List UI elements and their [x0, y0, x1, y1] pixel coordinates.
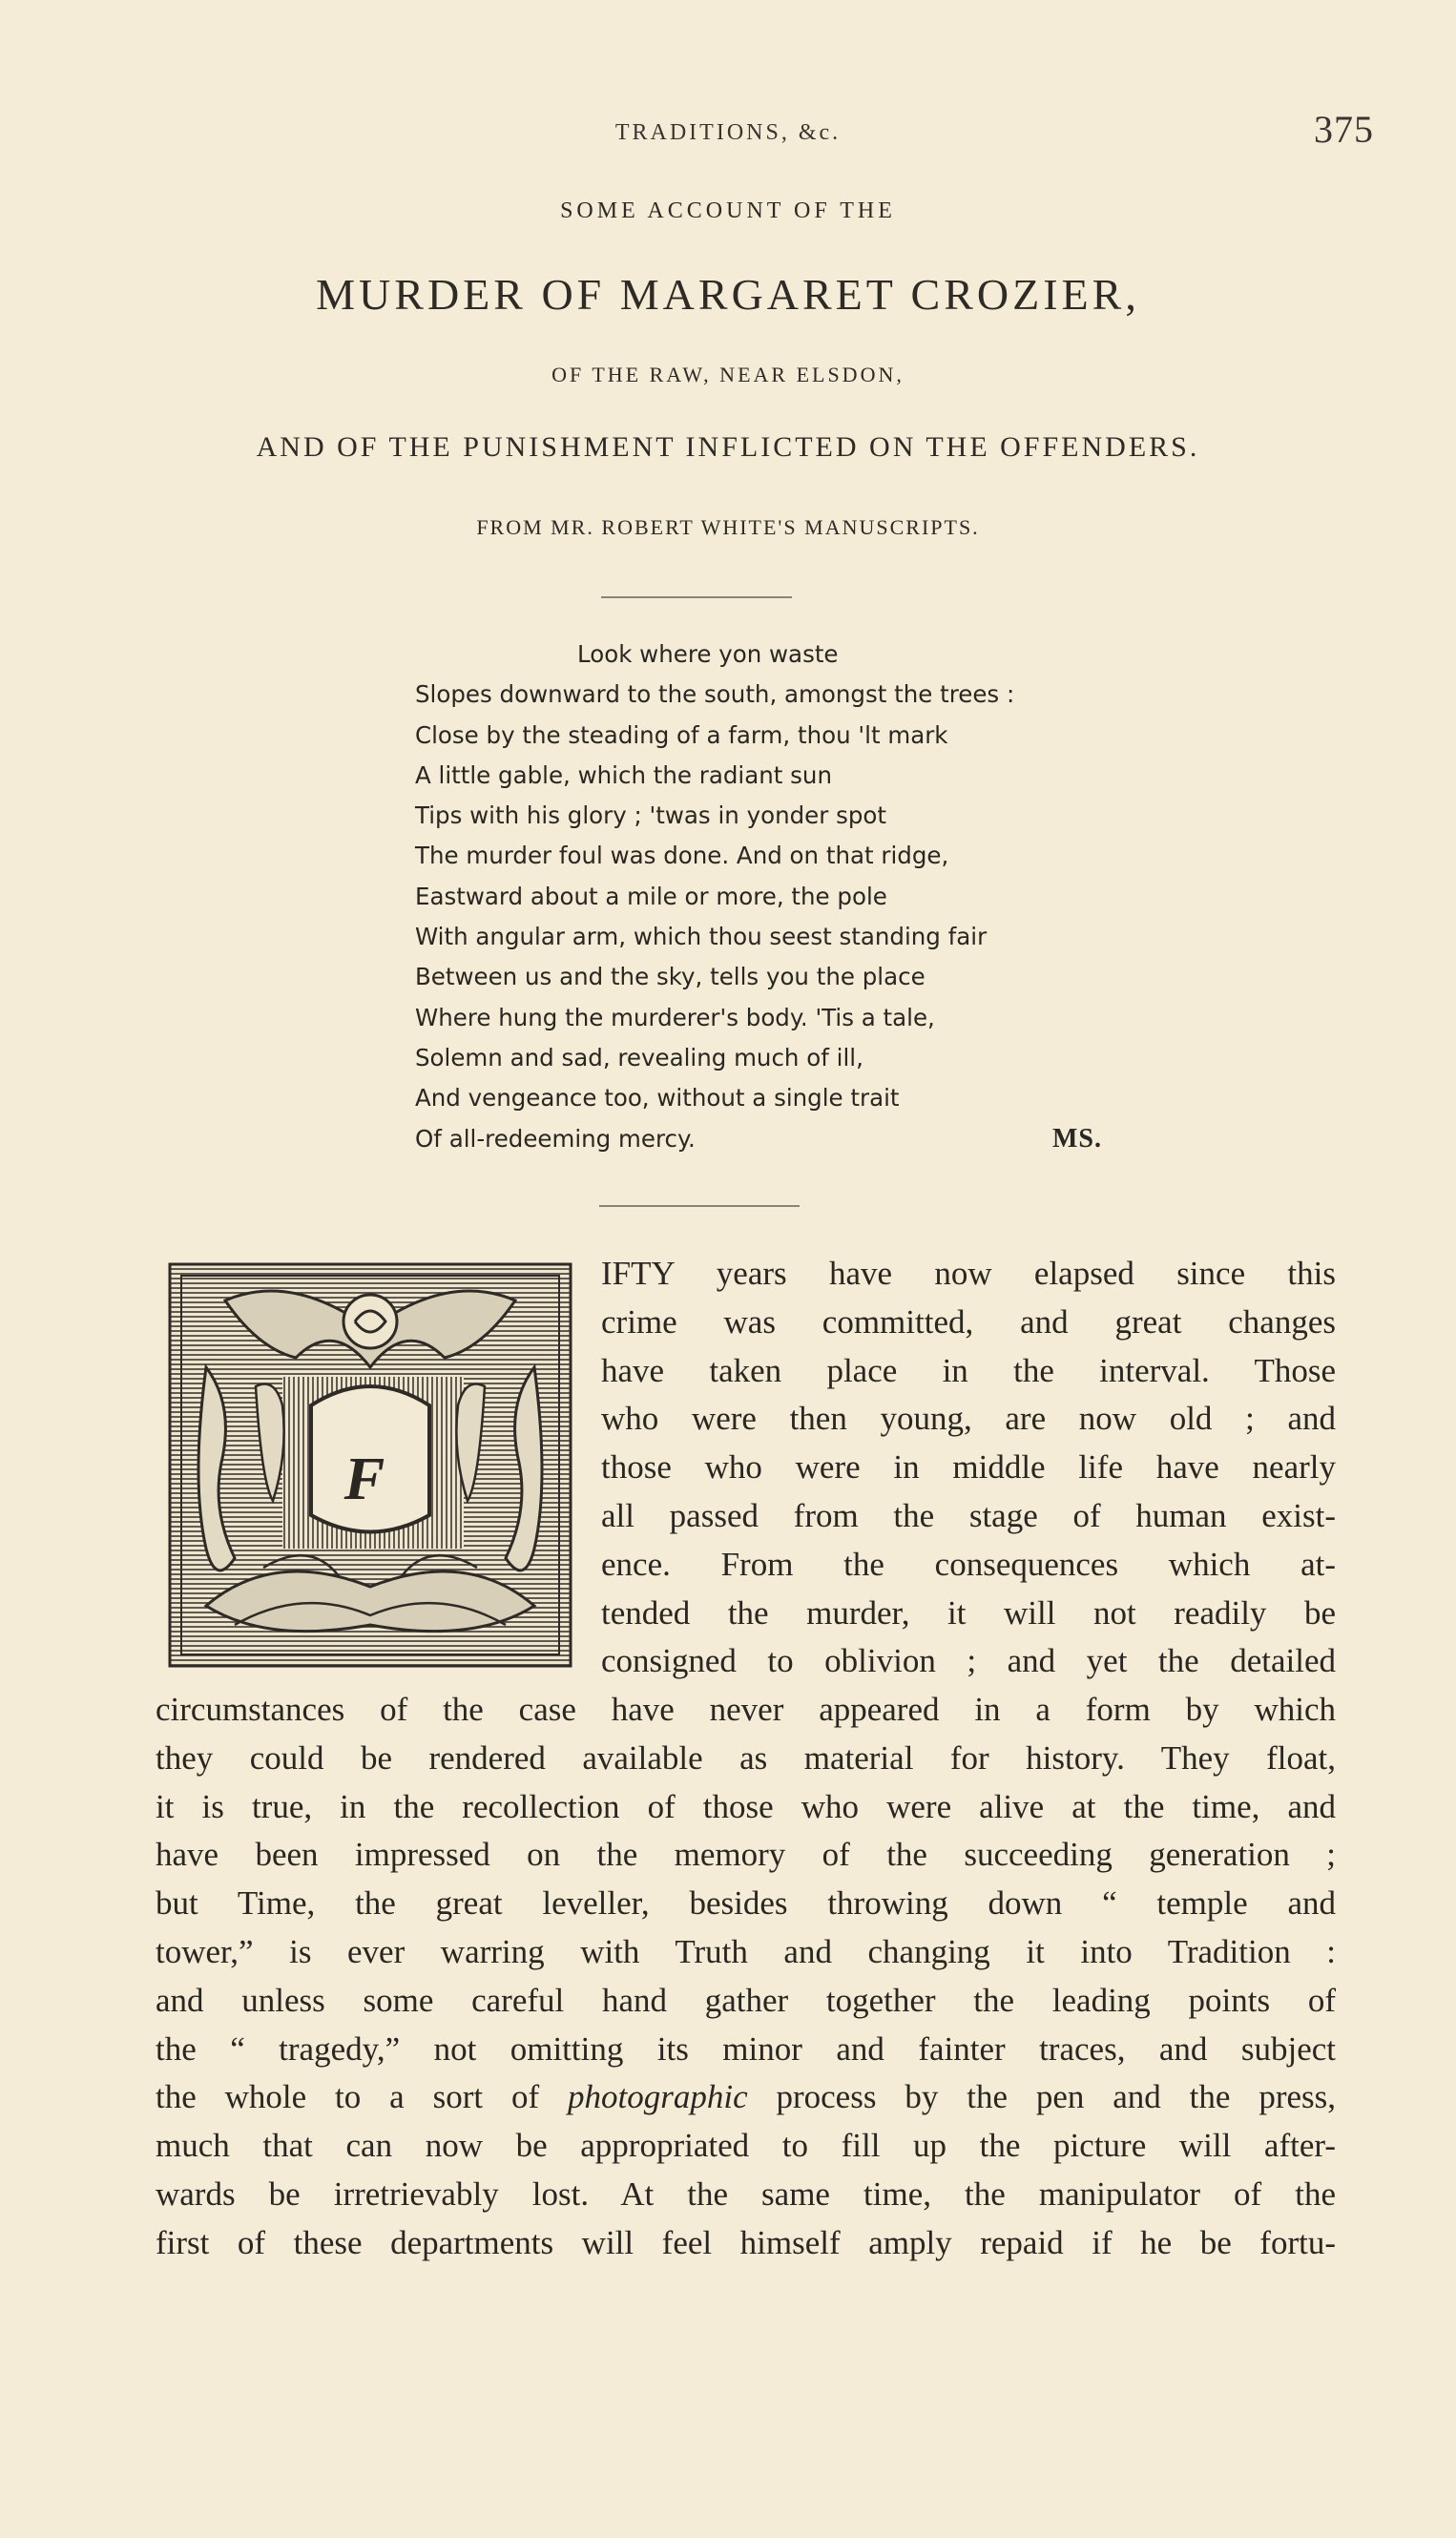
- body-line: all passed from the stage of human exist-: [601, 1496, 1336, 1534]
- divider-rule-top: [601, 596, 792, 598]
- body-line: much that can now be appropriated to fill up the picture will after-: [156, 2127, 1336, 2165]
- body-line: circumstances of the case have never appeared in a form by which: [156, 1691, 1336, 1728]
- pre-title: SOME ACCOUNT OF THE: [560, 198, 896, 223]
- body-line-italic: [156, 2073, 1336, 2122]
- body-line: consigned to oblivion ; and yet the detailed: [601, 1642, 1336, 1680]
- body-line: they could be rendered available as material for history. They float,: [156, 1738, 1336, 1777]
- poem-line: A little gable, which the radiant sun: [415, 760, 832, 789]
- poem-line: Slopes downward to the south, amongst the trees :: [415, 680, 1015, 709]
- poem-line: Where hung the murderer's body. 'Tis a tale,: [415, 1003, 935, 1031]
- body-line: IFTY years have now elapsed since this: [601, 1255, 1336, 1292]
- poem-line: Eastward about a mile or more, the pole: [415, 882, 887, 910]
- epigraph-poem: [415, 634, 1102, 1159]
- body-line: who were then young, are now old ; and: [601, 1400, 1336, 1438]
- running-title: TRADITIONS, &c.: [614, 120, 842, 145]
- poem-line: With angular arm, which thou seest standing fair: [415, 923, 988, 951]
- poem-signature: MS.: [1052, 1123, 1102, 1154]
- body-line: ence. From the consequences which at-: [601, 1545, 1336, 1583]
- body-line: wards be irretrievably lost. At the same time, the manipulator of the: [156, 2174, 1336, 2213]
- paragraph-full-width: [156, 1686, 1336, 2268]
- initial-letter: F: [343, 1445, 385, 1512]
- body-line: have been impressed on the memory of the succeeding generation ;: [156, 1836, 1336, 1874]
- body-line: it is true, in the recollection of those who were alive at the time, and: [156, 1787, 1336, 1825]
- italic-word: photographic: [568, 2078, 748, 2116]
- body-line: tended the murder, it will not readily be: [601, 1593, 1336, 1632]
- ornamental-initial-f-icon: [168, 1262, 572, 1668]
- body-text: the whole to a sort of: [156, 2078, 568, 2116]
- source-line: FROM MR. ROBERT WHITE'S MANUSCRIPTS.: [476, 515, 980, 539]
- body-line: first of these departments will feel himself amply repaid if he be fortu-: [156, 2223, 1336, 2261]
- body-text: process by the pen and the press,: [747, 2078, 1336, 2116]
- body-line: and unless some careful hand gather together the leading points of: [156, 1981, 1336, 2019]
- sub-title-offenders: AND OF THE PUNISHMENT INFLICTED ON THE OFFENDERS.: [256, 431, 1200, 463]
- poem-line: The murder foul was done. And on that ridge,: [415, 842, 949, 870]
- poem-line: And vengeance too, without a single trait: [415, 1084, 900, 1113]
- sub-title: OF THE RAW, NEAR ELSDON,: [551, 363, 905, 386]
- poem-line: Between us and the sky, tells you the place: [415, 963, 926, 991]
- page-number: 375: [1314, 108, 1374, 151]
- running-head: [0, 107, 1456, 155]
- poem-line: Look where yon waste: [577, 640, 839, 668]
- main-title: MURDER OF MARGARET CROZIER,: [316, 270, 1140, 319]
- body-line: but Time, the great leveller, besides throwing down “ temple and: [156, 1884, 1336, 1923]
- body-line: those who were in middle life have nearly: [601, 1448, 1336, 1487]
- paragraph-beside-initial: [601, 1250, 1336, 1686]
- poem-line-text: Of all-redeeming mercy.: [415, 1124, 696, 1153]
- poem-line: Close by the steading of a farm, thou 'lt mark: [415, 720, 948, 749]
- poem-line-last: [415, 1119, 1102, 1159]
- divider-rule-bottom: [599, 1205, 800, 1207]
- body-line: tower,” is ever warring with Truth and changing it into Tradition :: [156, 1932, 1336, 1970]
- body-line: have taken place in the interval. Those: [601, 1351, 1336, 1389]
- body-line: crime was committed, and great changes: [601, 1302, 1336, 1341]
- poem-line: Tips with his glory ; 'twas in yonder spot: [415, 801, 887, 830]
- body-line: the “ tragedy,” not omitting its minor and fainter traces, and subject: [156, 2029, 1336, 2068]
- poem-line: Solemn and sad, revealing much of ill,: [415, 1043, 863, 1071]
